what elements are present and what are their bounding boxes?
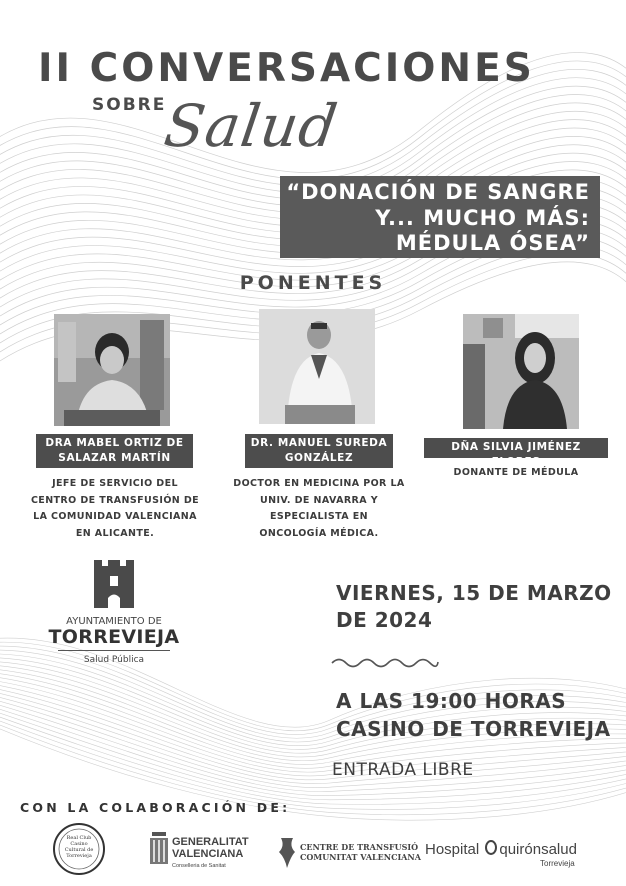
speaker-name-ortiz [36, 434, 193, 468]
squiggle-divider [330, 654, 440, 668]
speaker-name-jimenez [424, 438, 608, 468]
speaker-name-line: SALAZAR MARTÍN [58, 452, 171, 464]
subtitle-line-1: “DONACIÓN DE SANGRE [286, 180, 590, 204]
ayuntamiento-dept: Salud Pública [83, 655, 145, 665]
speaker-photo-jimenez [463, 314, 579, 429]
generalitat-name: VALENCIANA [172, 848, 244, 860]
generalitat-dept: Conselleria de Sanitat [172, 863, 226, 869]
entry-note: ENTRADA LIBRE [332, 760, 474, 780]
speaker-name-line: DÑA SILVIA JIMÉNEZ FLORES [451, 441, 581, 468]
event-title: II CONVERSACIONES [38, 46, 535, 91]
subtitle-box [280, 176, 600, 258]
speaker-photo-sureda [259, 309, 375, 424]
bio-line: DOCTOR EN MEDICINA POR LA [233, 478, 405, 489]
ponentes-heading: PONENTES [239, 272, 387, 294]
hospital-logo [425, 840, 577, 858]
ayuntamiento-city: TORREVIEJA [48, 626, 180, 648]
bio-line: ESPECIALISTA EN [270, 511, 368, 522]
speaker-bio-jimenez [424, 465, 608, 482]
subtitle-line-3: MÉDULA ÓSEA” [395, 231, 590, 255]
speaker-name-line: DR. MANUEL SUREDA [250, 437, 388, 449]
hospital-location: Torrevieja [540, 859, 575, 868]
bio-line: EN ALICANTE. [75, 527, 155, 539]
event-time: A LAS 19:00 HORAS [336, 689, 567, 713]
casino-logo [52, 822, 106, 876]
casino-logo-text: Torrevieja [66, 853, 92, 859]
bio-line: CENTRO DE TRANSFUSIÓN DE [30, 494, 200, 506]
title-salud-script: Salud [160, 92, 343, 160]
speaker-name-line: GONZÁLEZ [284, 452, 354, 464]
speaker-name-sureda [245, 434, 393, 468]
generalitat-emblem-icon [150, 832, 168, 868]
generalitat-text [172, 836, 249, 872]
casino-logo-text: Cultural de [64, 847, 94, 853]
casino-logo-text: Casino [70, 841, 88, 847]
centre-transfusio-text [300, 842, 421, 862]
bio-line: JEFE DE SERVICIO DEL [52, 478, 178, 489]
generalitat-name: GENERALITAT [172, 836, 249, 848]
collaboration-heading: CON LA COLABORACIÓN DE: [20, 800, 291, 815]
centre-transfusio-icon [277, 838, 297, 868]
quiron-swirl-icon [485, 840, 497, 855]
title-sobre: SOBRE [92, 95, 167, 115]
subtitle-line-2: Y... MUCHO MÁS: [375, 206, 590, 230]
castle-tower-icon [92, 560, 136, 608]
speaker-bio-ortiz [20, 476, 210, 542]
speaker-name-line: DRA MABEL ORTIZ DE [45, 437, 184, 449]
centre-name: CENTRE DE TRANSFUSIÓ [300, 842, 419, 852]
casino-logo-text: Real Club [66, 835, 92, 841]
centre-name: COMUNITAT VALENCIANA [300, 852, 421, 862]
event-date-line-1: VIERNES, 15 DE MARZO [336, 581, 612, 605]
speaker-bio-sureda [226, 476, 412, 542]
ayuntamiento-label: AYUNTAMIENTO DE [66, 616, 162, 627]
bio-line: ONCOLOGÍA MÉDICA. [259, 527, 379, 539]
speaker-photo-ortiz [54, 314, 170, 426]
hospital-word: Hospital [425, 841, 480, 858]
bio-line: UNIV. DE NAVARRA Y [259, 494, 378, 506]
bio-line: LA COMUNIDAD VALENCIANA [33, 511, 197, 522]
quironsalud-word: quirónsalud [499, 841, 577, 858]
event-date-line-2: DE 2024 [336, 608, 433, 632]
bio-line: DONANTE DE MÉDULA [453, 467, 579, 478]
logo-divider [58, 650, 170, 651]
event-venue: CASINO DE TORREVIEJA [336, 717, 611, 741]
